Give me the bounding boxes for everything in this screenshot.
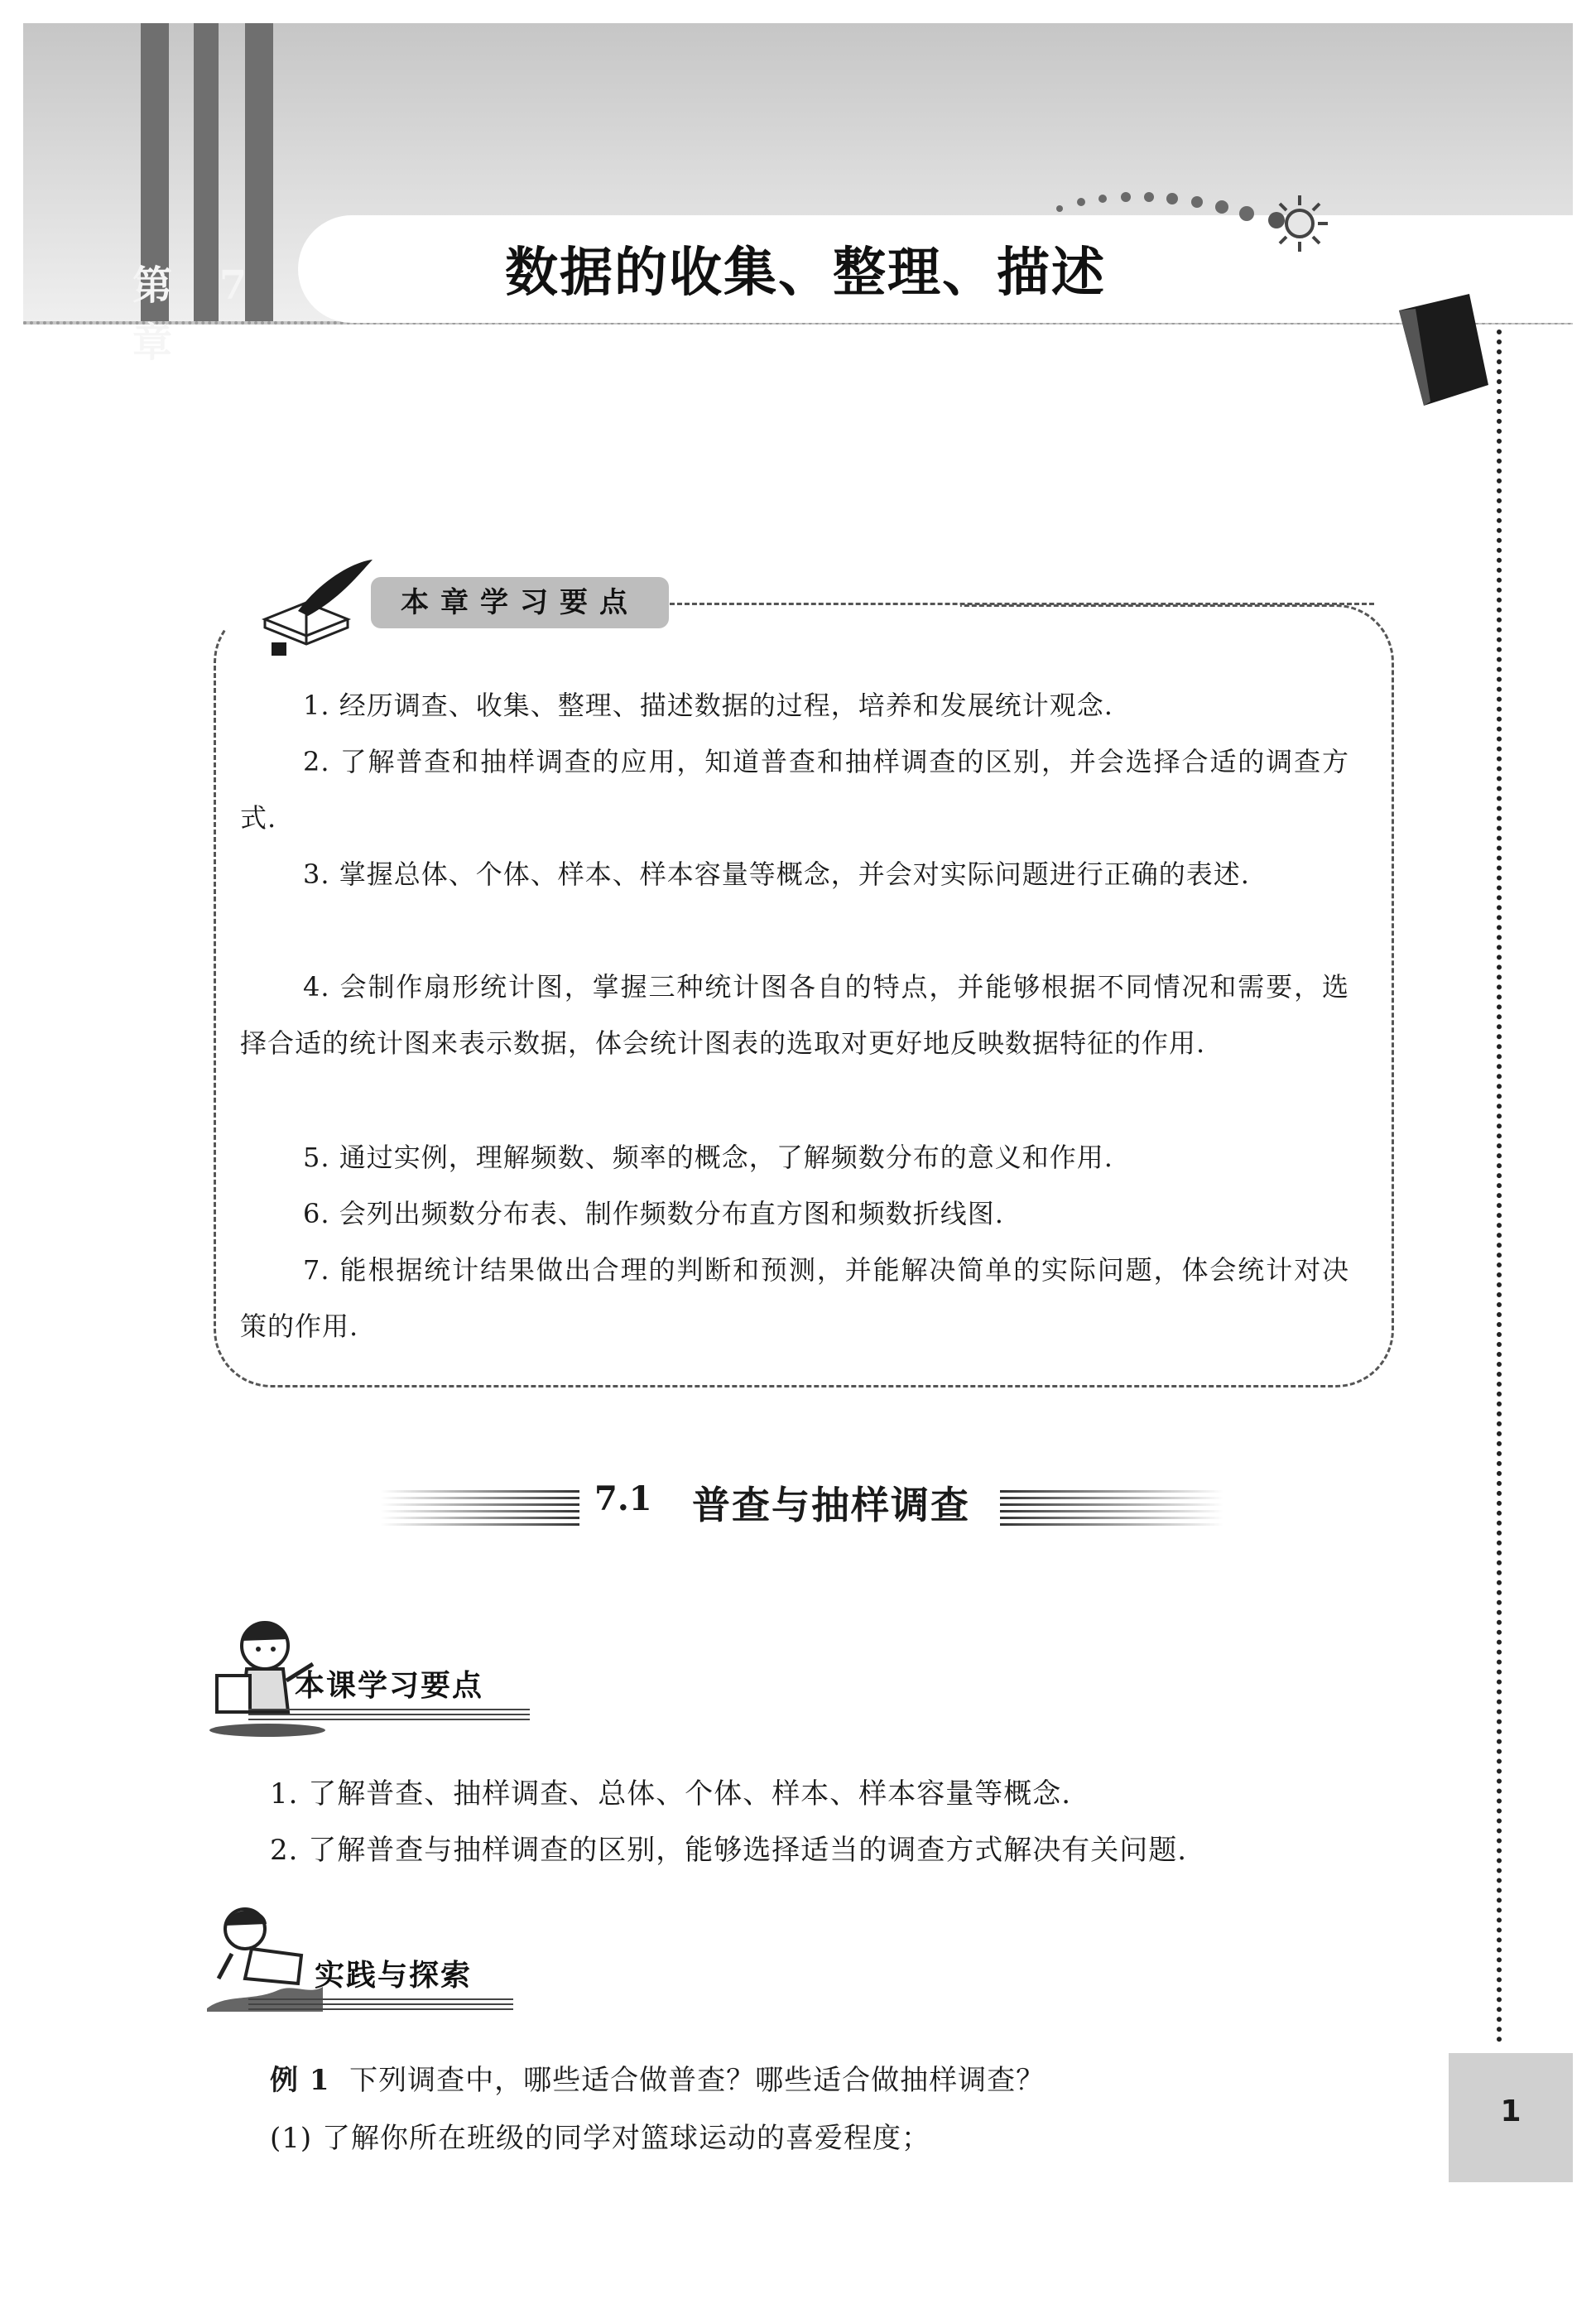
keypoint-item: 6. 会列出频数分布表、制作频数分布直方图和频数折线图.	[303, 1198, 1004, 1229]
chapter-label: 第 7 章	[132, 262, 264, 366]
lesson-keypoints-underline	[248, 1709, 530, 1724]
lesson-keypoint-item: 2. 了解普查与抽样调查的区别，能够选择适当的调查方式解决有关问题.	[270, 1834, 1188, 1867]
keypoint-item: 4. 会制作扇形统计图，掌握三种统计图各自的特点，并能够根据不同情况和需要，选择合适的统计图来表示数据，体会统计图表的选取对更好地反映数据特征的作用.	[240, 971, 1349, 1059]
practice-title: 实践与探索	[315, 1959, 473, 1993]
corner-flag-icon	[1391, 286, 1498, 410]
example-label: 例 1	[270, 2064, 330, 2097]
margin-dotted-line	[1497, 329, 1502, 2043]
keypoint-item: 3. 掌握总体、个体、样本、样本容量等概念，并会对实际问题进行正确的表述.	[303, 858, 1250, 890]
keypoints-dashed-line	[662, 603, 1374, 605]
section-heading-lines-right	[1000, 1490, 1223, 1527]
example-item: (1) 了解你所在班级的同学对篮球运动的喜爱程度；	[270, 2122, 930, 2155]
quill-book-icon	[248, 553, 381, 661]
keypoint-item: 5. 通过实例，理解频数、频率的概念，了解频数分布的意义和作用.	[303, 1142, 1113, 1173]
section-heading-lines-left	[381, 1490, 579, 1527]
page-number: 1	[1500, 2094, 1521, 2128]
section-number: 7.1	[594, 1479, 652, 1518]
example-line	[270, 2060, 1429, 2101]
lesson-keypoints-title: 本课学习要点	[295, 1669, 484, 1703]
example-question: 下列调查中，哪些适合做普查？哪些适合做抽样调查？	[349, 2064, 1046, 2097]
section-title: 普查与抽样调查	[692, 1483, 970, 1527]
keypoint-item: 1. 经历调查、收集、整理、描述数据的过程，培养和发展统计观念.	[303, 690, 1113, 721]
keypoint-item: 7. 能根据统计结果做出合理的判断和预测，并能解决简单的实际问题，体会统计对决策的作用.	[240, 1254, 1349, 1342]
practice-underline	[248, 1998, 513, 2013]
lesson-keypoint-item: 1. 了解普查、抽样调查、总体、个体、样本、样本容量等概念.	[270, 1777, 1072, 1811]
keypoint-item: 2. 了解普查和抽样调查的应用，知道普查和抽样调查的区别，并会选择合适的调查方式.	[240, 746, 1349, 834]
chapter-keypoints-title: 本章学习要点	[371, 577, 669, 628]
sun-dots-decoration-icon	[1051, 182, 1349, 257]
chapter-title: 数据的收集、整理、描述	[505, 243, 1106, 304]
